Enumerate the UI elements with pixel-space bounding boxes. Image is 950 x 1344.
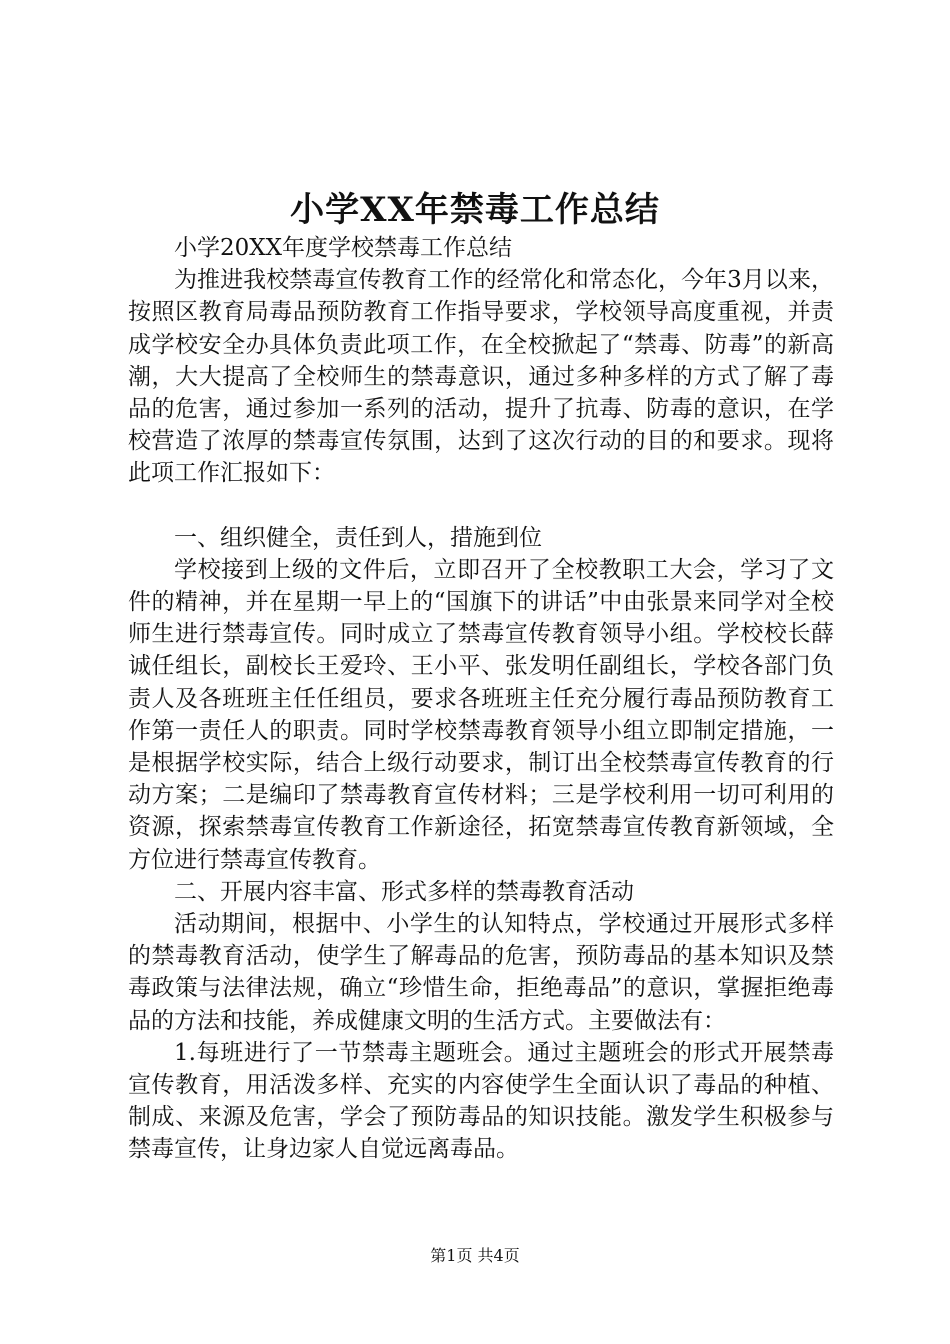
section-heading-2: 二、开展内容丰富、形式多样的禁毒教育活动	[174, 878, 634, 905]
document-title: 小学XX年禁毒工作总结	[290, 190, 660, 230]
section-heading-1: 一、组织健全，责任到人，措施到位	[174, 524, 542, 551]
section-2-item-1: 1.每班进行了一节禁毒主题班会。通过主题班会的形式开展禁毒宣传教育，用活泼多样、充实的内容使学生全面认识了毒品的种植、制成、来源及危害，学会了预防毒品的知识技能。激发学生积极参与禁毒宣传，让身边家人自觉远离毒品。	[128, 1039, 834, 1163]
document-body	[128, 232, 834, 1166]
section-2-paragraph: 活动期间，根据中、小学生的认知特点，学校通过开展形式多样的禁毒教育活动，使学生了解毒品的危害，预防毒品的基本知识及禁毒政策与法律法规，确立“珍惜生命，拒绝毒品”的意识，掌握拒绝毒品的方法和技能，养成健康文明的生活方式。主要做法有：	[128, 911, 834, 1034]
document-subtitle: 小学20XX年度学校禁毒工作总结	[174, 235, 513, 261]
page-footer: 第1页 共4页	[430, 1246, 520, 1265]
section-1-paragraph: 学校接到上级的文件后，立即召开了全校教职工大会，学习了文件的精神，并在星期一早上的“国旗下的讲话”中由张景来同学对全校师生进行禁毒宣传。同时成立了禁毒宣传教育领导小组。学校校长薛诚任组长，副校长王爱玲、王小平、张发明任副组长，学校各部门负责人及各班班主任任组员，要求各班班主任充分履行毒品预防教育工作第一责任人的职责。同时学校禁毒教育领导小组立即制定措施，一是根据学校实际，结合上级行动要求，制订出全校禁毒宣传教育的行动方案；二是编印了禁毒教育宣传材料；三是学校利用一切可利用的资源，探索禁毒宣传教育工作新途径，拓宽禁毒宣传教育新领域，全方位进行禁毒宣传教育。	[128, 556, 834, 873]
intro-paragraph: 为推进我校禁毒宣传教育工作的经常化和常态化，今年3月以来，按照区教育局毒品预防教育工作指导要求，学校领导高度重视，并责成学校安全办具体负责此项工作，在全校掀起了“禁毒、防毒”的新高潮，大大提高了全校师生的禁毒意识，通过多种多样的方式了解了毒品的危害，通过参加一系列的活动，提升了抗毒、防毒的意识，在学校营造了浓厚的禁毒宣传氛围，达到了这次行动的目的和要求。现将此项工作汇报如下：	[128, 267, 834, 487]
